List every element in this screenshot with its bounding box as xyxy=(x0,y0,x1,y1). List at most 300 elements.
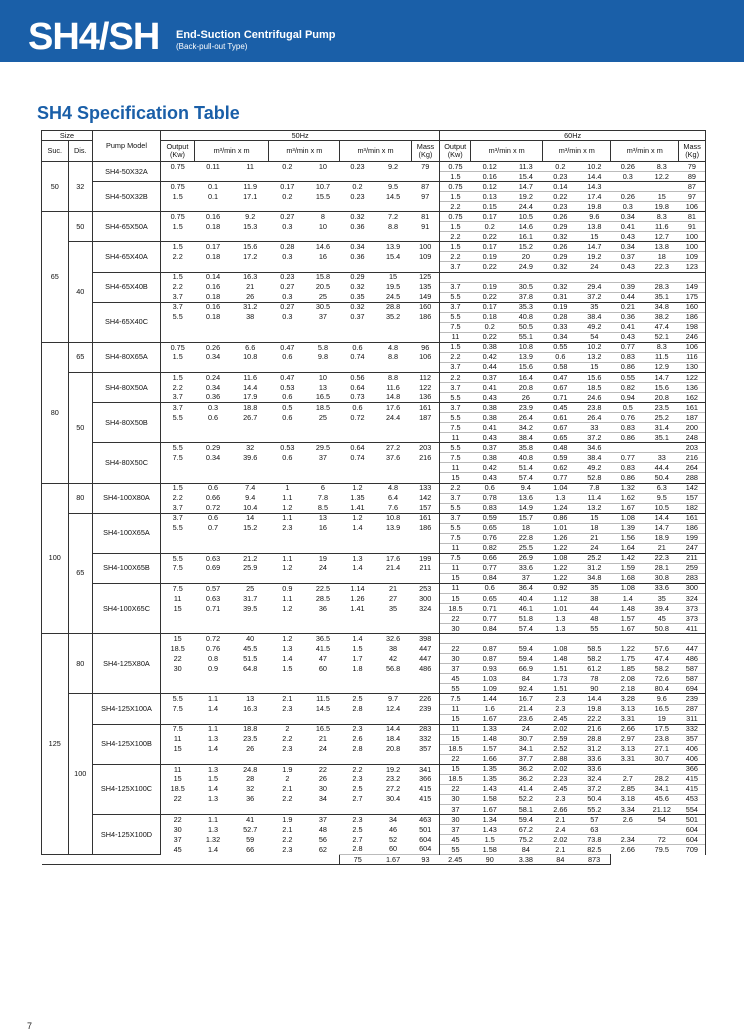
pump-model-cell: SH4-100X65A xyxy=(92,513,160,553)
spec-cell-50hz: 283 xyxy=(411,724,440,734)
spec-cell-60hz: 15.6 xyxy=(645,383,679,393)
spec-cell-50hz xyxy=(340,362,375,372)
spec-cell-50hz: 16.5 xyxy=(306,724,340,734)
spec-cell-60hz: 90 xyxy=(578,684,611,694)
spec-cell-60hz: 0.75 xyxy=(440,182,471,192)
spec-cell-50hz: 0.32 xyxy=(340,212,375,222)
spec-cell-60hz: 11 xyxy=(440,583,471,593)
spec-cell-60hz: 2.45 xyxy=(543,784,578,794)
spec-cell-50hz: 1.4 xyxy=(352,563,363,573)
spec-cell-60hz: 54 xyxy=(645,815,679,825)
spec-cell-50hz xyxy=(340,473,375,483)
spec-cell-50hz: 0.18 xyxy=(205,251,221,261)
spec-cell-60hz: 7.5 xyxy=(440,322,471,332)
spec-cell-50hz: 17.1 xyxy=(243,191,258,201)
spec-cell-60hz: 1.42 xyxy=(611,553,645,563)
spec-cell-60hz: 59.4 xyxy=(509,654,543,664)
table-row xyxy=(42,342,706,352)
spec-cell-60hz: 30.8 xyxy=(645,573,679,583)
spec-cell-50hz: 96 xyxy=(411,342,440,352)
spec-cell-60hz: 373 xyxy=(679,604,706,614)
spec-cell-50hz xyxy=(160,805,194,815)
spec-cell-50hz: 9.4 xyxy=(245,493,256,503)
spec-cell-50hz: 486 xyxy=(419,663,432,673)
spec-cell-60hz: 0.77 xyxy=(611,453,645,463)
spec-cell-50hz: 39.6 xyxy=(243,452,258,462)
spec-cell-50hz: 2.3 xyxy=(352,774,363,784)
spec-cell-60hz: 0.93 xyxy=(471,664,509,674)
spec-cell-50hz xyxy=(232,674,269,684)
spec-cell-50hz: 21.2 xyxy=(232,553,269,563)
spec-cell-50hz xyxy=(194,624,231,634)
spec-cell-50hz: 18.8 xyxy=(232,724,269,734)
spec-cell-60hz: 247 xyxy=(679,543,706,553)
spec-cell-50hz: 6 xyxy=(306,483,340,493)
spec-cell-60hz: 54 xyxy=(578,332,611,342)
spec-cell-60hz: 0.75 xyxy=(440,162,471,172)
spec-cell-60hz: 1.3 xyxy=(543,614,578,624)
spec-cell-60hz: 1.57 xyxy=(611,614,645,624)
spec-cell-60hz: 3.7 xyxy=(440,302,471,312)
spec-cell-50hz: 32 xyxy=(246,784,255,794)
spec-cell-50hz: 56.8 xyxy=(385,663,401,673)
spec-cell-60hz: 30 xyxy=(440,794,471,804)
spec-cell-60hz: 11 xyxy=(440,724,471,734)
spec-cell-60hz: 28.8 xyxy=(578,734,611,744)
spec-cell-60hz: 1.62 xyxy=(611,493,645,503)
spec-cell-60hz: 1.08 xyxy=(543,553,578,563)
spec-cell-60hz: 0.41 xyxy=(611,322,645,332)
pump-model-cell: SH4-125X80A xyxy=(92,634,160,694)
spec-cell-50hz: 0.56 xyxy=(340,372,375,382)
spec-cell-60hz: 0.16 xyxy=(471,172,509,182)
spec-cell-50hz: 0.8 xyxy=(207,653,219,663)
table-row xyxy=(42,694,706,704)
spec-cell-60hz: 1.59 xyxy=(611,563,645,573)
spec-cell-50hz: 1.5 xyxy=(172,221,183,231)
spec-cell-50hz: 10.7 xyxy=(306,182,340,192)
spec-cell-50hz: 0.6 xyxy=(282,452,293,462)
spec-cell-50hz: 161 xyxy=(411,513,440,523)
spec-cell-50hz: 8.8 xyxy=(387,221,399,231)
spec-cell-60hz xyxy=(440,272,471,282)
spec-cell-60hz: 15 xyxy=(578,232,611,242)
spec-cell-50hz xyxy=(232,232,269,242)
spec-cell-60hz: 2.08 xyxy=(611,674,645,684)
spec-cell-60hz: 0.86 xyxy=(611,362,645,372)
spec-cell-60hz: 37.2 xyxy=(578,784,611,794)
spec-cell-50hz xyxy=(160,473,194,483)
spec-cell-60hz: 9.6 xyxy=(578,212,611,222)
spec-cell-50hz: 0.16 xyxy=(205,282,221,292)
spec-cell-50hz xyxy=(269,684,306,694)
spec-cell-50hz: 1.5 xyxy=(160,242,194,252)
spec-cell-50hz: 22.5 xyxy=(306,583,340,593)
spec-cell-50hz: 1.2 xyxy=(269,634,306,644)
spec-cell-50hz: 21 xyxy=(318,734,327,744)
spec-cell-50hz: 5.5 xyxy=(160,553,194,563)
spec-cell-50hz xyxy=(160,855,194,865)
spec-cell-60hz: 200 xyxy=(679,423,706,433)
spec-cell-60hz: 89 xyxy=(679,172,706,182)
flow-head-header-50-2: m³/min x m xyxy=(269,141,340,162)
table-row xyxy=(42,634,706,644)
spec-cell-50hz: 2.3 xyxy=(282,744,293,754)
spec-cell-60hz: 1.35 xyxy=(471,764,509,774)
spec-cell-50hz: 36 xyxy=(246,794,255,804)
spec-cell-60hz: 7.8 xyxy=(578,483,611,493)
spec-cell-50hz: 22 xyxy=(160,815,194,825)
spec-cell-60hz: 2.45 xyxy=(543,714,578,724)
spec-cell-60hz: 0.3 xyxy=(611,202,645,212)
spec-cell-50hz: 52.7 xyxy=(243,824,258,834)
spec-cell-50hz: 142 xyxy=(419,493,432,503)
spec-cell-50hz xyxy=(411,423,440,433)
spec-cell-50hz xyxy=(411,674,440,684)
spec-cell-50hz: 0.27 xyxy=(269,302,306,312)
spec-cell-60hz: 45 xyxy=(440,674,471,684)
spec-cell-60hz: 26.9 xyxy=(509,553,543,563)
spec-cell-60hz: 35.1 xyxy=(645,433,679,443)
spec-cell-60hz: 45 xyxy=(440,835,471,845)
spec-cell-60hz: 2.66 xyxy=(543,805,578,815)
spec-cell-60hz: 0.94 xyxy=(611,393,645,403)
spec-cell-60hz: 2.2 xyxy=(440,252,471,262)
spec-cell-60hz: 2.52 xyxy=(543,744,578,754)
discharge-size-cell: 65 xyxy=(68,342,92,372)
spec-table xyxy=(41,130,706,865)
spec-cell-50hz: 0.75 xyxy=(160,342,194,352)
spec-cell-50hz xyxy=(232,573,269,583)
table-row xyxy=(42,815,706,825)
spec-cell-50hz: 447 xyxy=(419,653,432,663)
spec-cell-60hz: 15.6 xyxy=(509,362,543,372)
spec-cell-50hz: 9.2 xyxy=(232,212,269,222)
spec-cell-60hz: 3.7 xyxy=(440,513,471,523)
spec-cell-60hz: 11.4 xyxy=(578,493,611,503)
spec-cell-50hz: 12.4 xyxy=(385,704,401,714)
spec-cell-50hz: 2.5 xyxy=(340,694,375,704)
spec-cell-60hz: 587 xyxy=(679,664,706,674)
spec-cell-60hz: 36.2 xyxy=(509,774,543,784)
spec-cell-50hz: 135 xyxy=(419,282,432,292)
spec-cell-60hz: 1.67 xyxy=(471,714,509,724)
spec-cell-50hz xyxy=(269,805,306,815)
spec-cell-60hz: 248 xyxy=(679,433,706,443)
spec-cell-60hz: 20.8 xyxy=(509,383,543,393)
spec-cell-60hz: 1.22 xyxy=(543,563,578,573)
spec-cell-60hz: 5.5 xyxy=(440,393,471,403)
spec-cell-50hz: 21 xyxy=(375,583,411,593)
spec-cell-60hz: 3.13 xyxy=(611,744,645,754)
spec-cell-50hz: 0.72 xyxy=(205,503,221,512)
spec-cell-60hz: 0.82 xyxy=(611,383,645,393)
spec-cell-50hz xyxy=(340,543,375,553)
spec-cell-50hz: 15 xyxy=(173,603,182,613)
spec-cell-60hz: 33.6 xyxy=(578,764,611,774)
table-row xyxy=(42,443,706,453)
spec-cell-60hz: 13.2 xyxy=(578,503,611,513)
spec-cell-50hz xyxy=(411,543,440,553)
spec-cell-50hz: 3.7 xyxy=(172,503,183,512)
spec-cell-50hz: 11.5 xyxy=(306,694,340,704)
spec-cell-50hz: 253 xyxy=(411,583,440,593)
spec-cell-60hz: 1.5 xyxy=(440,172,471,182)
spec-cell-50hz: 2.2 xyxy=(172,282,183,292)
spec-cell-60hz: 93 xyxy=(411,855,440,865)
spec-cell-50hz: 0.47 xyxy=(269,342,306,352)
spec-cell-50hz xyxy=(194,202,231,212)
spec-cell-50hz: 0.64 xyxy=(350,382,365,392)
spec-cell-60hz: 283 xyxy=(679,573,706,583)
spec-cell-60hz: 34.1 xyxy=(509,744,543,754)
spec-cell-60hz: 37 xyxy=(440,825,471,835)
output-header-50: Output (Kw) xyxy=(160,141,194,162)
spec-cell-60hz: 16.1 xyxy=(509,232,543,242)
spec-cell-50hz: 366 xyxy=(419,774,432,784)
spec-cell-60hz: 187 xyxy=(679,413,706,423)
spec-cell-60hz: 57.6 xyxy=(645,644,679,654)
spec-cell-50hz xyxy=(232,423,269,433)
spec-cell-60hz: 35.1 xyxy=(645,292,679,302)
spec-cell-50hz: 0.63 xyxy=(194,553,231,563)
spec-cell-60hz: 23.6 xyxy=(509,714,543,724)
spec-cell-60hz xyxy=(578,272,611,282)
spec-cell-50hz: 11.6 xyxy=(232,372,269,382)
spec-cell-60hz: 33 xyxy=(645,453,679,463)
spec-cell-50hz xyxy=(411,172,440,182)
spec-cell-60hz: 14.4 xyxy=(578,172,611,182)
spec-cell-60hz: 7.5 xyxy=(440,533,471,543)
spec-cell-50hz: 1.1 xyxy=(194,694,231,704)
spec-cell-50hz: 34 xyxy=(318,794,327,804)
spec-cell-50hz: 199 xyxy=(411,553,440,563)
spec-cell-60hz: 15 xyxy=(645,192,679,202)
spec-cell-50hz xyxy=(194,754,231,764)
spec-cell-50hz: 341 xyxy=(411,764,440,774)
discharge-size-cell: 65 xyxy=(68,513,92,634)
spec-cell-50hz: 23.5 xyxy=(243,734,258,744)
spec-cell-60hz: 14.9 xyxy=(509,503,543,513)
spec-cell-60hz: 2.02 xyxy=(543,724,578,734)
spec-cell-50hz: 0.18 xyxy=(205,221,221,231)
spec-cell-60hz: 1.57 xyxy=(471,744,509,754)
spec-cell-50hz: 0.26 xyxy=(194,342,231,352)
spec-cell-50hz: 45.5 xyxy=(243,643,258,653)
spec-cell-50hz: 13 xyxy=(306,513,340,523)
spec-cell-50hz: 1.3 xyxy=(207,824,219,834)
spec-cell-50hz: 3.7 xyxy=(172,392,183,402)
spec-cell-50hz: 14.6 xyxy=(306,242,340,252)
spec-cell-50hz xyxy=(232,714,269,724)
spec-cell-50hz: 1.9 xyxy=(269,764,306,774)
spec-cell-60hz: 38.4 xyxy=(509,433,543,443)
spec-cell-50hz: 38 xyxy=(388,643,398,653)
spec-cell-60hz: 2.66 xyxy=(611,845,645,855)
discharge-size-cell: 80 xyxy=(68,483,92,513)
spec-cell-50hz: 1.2 xyxy=(282,503,293,512)
spec-cell-50hz: 5.5 xyxy=(172,312,183,322)
spec-cell-50hz xyxy=(375,805,411,815)
spec-cell-60hz: 14.7 xyxy=(578,242,611,252)
spec-cell-60hz: 18 xyxy=(578,523,611,533)
discharge-size-cell: 40 xyxy=(68,242,92,342)
spec-cell-60hz: 24 xyxy=(578,262,611,272)
spec-cell-50hz: 2.8 xyxy=(352,844,363,854)
spec-cell-50hz xyxy=(306,463,340,473)
spec-cell-60hz: 3.7 xyxy=(440,362,471,372)
spec-cell-50hz: 1.1 xyxy=(282,493,293,503)
flow-head-header-60-2: m³/min x m xyxy=(543,141,611,162)
pump-model-cell: SH4-65X40B xyxy=(92,272,160,302)
spec-cell-60hz: 1.66 xyxy=(471,754,509,764)
spec-cell-50hz: 0.18 xyxy=(205,312,221,322)
spec-cell-60hz: 300 xyxy=(679,583,706,593)
spec-cell-60hz: 0.86 xyxy=(611,473,645,483)
spec-cell-60hz: 288 xyxy=(679,473,706,483)
spec-cell-60hz: 199 xyxy=(679,533,706,543)
spec-cell-50hz: 1.3 xyxy=(194,764,231,774)
spec-cell-50hz: 0.34 xyxy=(205,382,221,392)
page-number: 7 xyxy=(27,1021,33,1031)
table-row xyxy=(42,483,706,493)
spec-cell-60hz: 3.34 xyxy=(611,805,645,815)
spec-cell-60hz xyxy=(611,272,645,282)
spec-cell-50hz xyxy=(160,463,194,473)
spec-cell-60hz: 2.45 xyxy=(440,855,471,865)
mass-header-50: Mass (Kg) xyxy=(411,141,440,162)
spec-cell-60hz: 44 xyxy=(578,604,611,614)
spec-cell-50hz xyxy=(375,674,411,684)
spec-cell-60hz: 1.39 xyxy=(611,523,645,533)
spec-cell-60hz: 116 xyxy=(679,352,706,362)
spec-cell-60hz: 1.3 xyxy=(543,624,578,634)
spec-cell-50hz: 1 xyxy=(269,483,306,493)
spec-cell-50hz xyxy=(194,473,231,483)
spec-cell-60hz: 15 xyxy=(440,573,471,583)
spec-cell-60hz: 21.12 xyxy=(645,805,679,815)
spec-cell-50hz xyxy=(232,322,269,332)
spec-cell-60hz: 5.5 xyxy=(440,523,471,533)
spec-cell-50hz: 0.27 xyxy=(269,212,306,222)
spec-cell-50hz: 11 xyxy=(160,764,194,774)
spec-cell-60hz: 0.67 xyxy=(543,423,578,433)
spec-cell-50hz xyxy=(160,543,194,553)
spec-cell-60hz: 2.02 xyxy=(543,835,578,845)
spec-cell-60hz: 100 xyxy=(679,232,706,242)
spec-cell-50hz: 415 xyxy=(419,784,432,794)
spec-cell-50hz: 32 xyxy=(232,443,269,453)
spec-cell-60hz: 38.4 xyxy=(578,312,611,322)
spec-cell-50hz xyxy=(340,805,375,815)
spec-cell-50hz: 26 xyxy=(318,774,327,784)
spec-cell-60hz: 0.43 xyxy=(611,262,645,272)
spec-cell-50hz: 398 xyxy=(411,634,440,644)
spec-cell-50hz: 1.41 xyxy=(350,603,365,613)
spec-cell-50hz: 136 xyxy=(419,392,432,402)
spec-cell-50hz: 14.5 xyxy=(315,704,331,714)
spec-cell-50hz: 0.24 xyxy=(194,372,231,382)
spec-cell-60hz: 604 xyxy=(679,825,706,835)
spec-cell-60hz: 13.8 xyxy=(578,222,611,232)
spec-cell-50hz: 6.6 xyxy=(232,342,269,352)
spec-cell-50hz: 5.5 xyxy=(160,443,194,453)
spec-cell-60hz: 311 xyxy=(679,714,706,724)
spec-cell-60hz: 11.3 xyxy=(509,162,543,172)
spec-cell-60hz xyxy=(645,764,679,774)
spec-cell-50hz xyxy=(306,473,340,483)
spec-cell-60hz: 1.58 xyxy=(471,794,509,804)
spec-cell-60hz: 18.5 xyxy=(440,604,471,614)
spec-cell-60hz: 453 xyxy=(679,794,706,804)
spec-cell-60hz: 0.41 xyxy=(611,222,645,232)
spec-cell-50hz: 2.2 xyxy=(282,834,293,844)
spec-cell-50hz: 7.5 xyxy=(172,452,183,462)
spec-cell-50hz xyxy=(340,423,375,433)
spec-cell-50hz xyxy=(232,754,269,764)
spec-cell-60hz: 10.5 xyxy=(645,503,679,513)
spec-cell-50hz xyxy=(411,262,440,272)
spec-cell-60hz: 0.71 xyxy=(471,604,509,614)
spec-cell-50hz: 37 xyxy=(306,815,340,825)
spec-cell-50hz: 0.9 xyxy=(269,583,306,593)
spec-cell-60hz: 82.5 xyxy=(578,845,611,855)
spec-cell-60hz: 16.7 xyxy=(509,694,543,704)
spec-cell-60hz: 31.2 xyxy=(578,744,611,754)
spec-cell-60hz: 35.8 xyxy=(509,443,543,453)
spec-cell-50hz xyxy=(160,362,194,372)
spec-cell-60hz: 11.6 xyxy=(645,222,679,232)
spec-cell-60hz: 109 xyxy=(679,252,706,262)
spec-cell-50hz: 35.2 xyxy=(385,312,401,322)
spec-cell-60hz: 10.2 xyxy=(578,162,611,172)
pump-model-header: Pump Model xyxy=(92,131,160,162)
spec-cell-60hz: 2.02 xyxy=(543,764,578,774)
spec-cell-50hz: 14.5 xyxy=(385,191,401,201)
spec-cell-50hz: 7.6 xyxy=(387,503,399,512)
spec-cell-50hz: 27.2 xyxy=(385,784,401,794)
spec-cell-60hz: 1.44 xyxy=(471,694,509,704)
spec-cell-50hz: 0.34 xyxy=(340,242,375,252)
spec-cell-60hz xyxy=(645,634,679,644)
spec-cell-60hz: 486 xyxy=(679,654,706,664)
spec-cell-50hz xyxy=(411,614,440,624)
spec-cell-60hz: 11.5 xyxy=(645,352,679,362)
spec-cell-60hz: 55 xyxy=(440,684,471,694)
spec-cell-50hz xyxy=(340,202,375,212)
spec-cell-60hz: 28.3 xyxy=(645,282,679,292)
spec-cell-50hz xyxy=(269,533,306,543)
spec-cell-60hz: 25.5 xyxy=(509,543,543,553)
spec-cell-60hz xyxy=(471,634,509,644)
spec-cell-50hz: 1.5 xyxy=(160,372,194,382)
spec-cell-50hz xyxy=(269,674,306,684)
spec-cell-50hz: 81 xyxy=(411,212,440,222)
spec-cell-60hz: 7.5 xyxy=(440,453,471,463)
spec-cell-60hz: 1.43 xyxy=(471,784,509,794)
spec-cell-60hz: 28.2 xyxy=(645,774,679,784)
spec-cell-50hz xyxy=(306,855,340,865)
spec-cell-50hz: 13.9 xyxy=(375,242,411,252)
spec-cell-60hz: 79 xyxy=(679,162,706,172)
spec-cell-50hz: 0.11 xyxy=(194,162,231,172)
spec-cell-60hz: 1.67 xyxy=(471,805,509,815)
spec-cell-50hz: 19.2 xyxy=(375,764,411,774)
spec-cell-50hz: 37 xyxy=(173,834,182,844)
table-row xyxy=(42,724,706,734)
spec-cell-60hz: 1.75 xyxy=(611,654,645,664)
spec-cell-50hz: 18.5 xyxy=(170,643,185,653)
